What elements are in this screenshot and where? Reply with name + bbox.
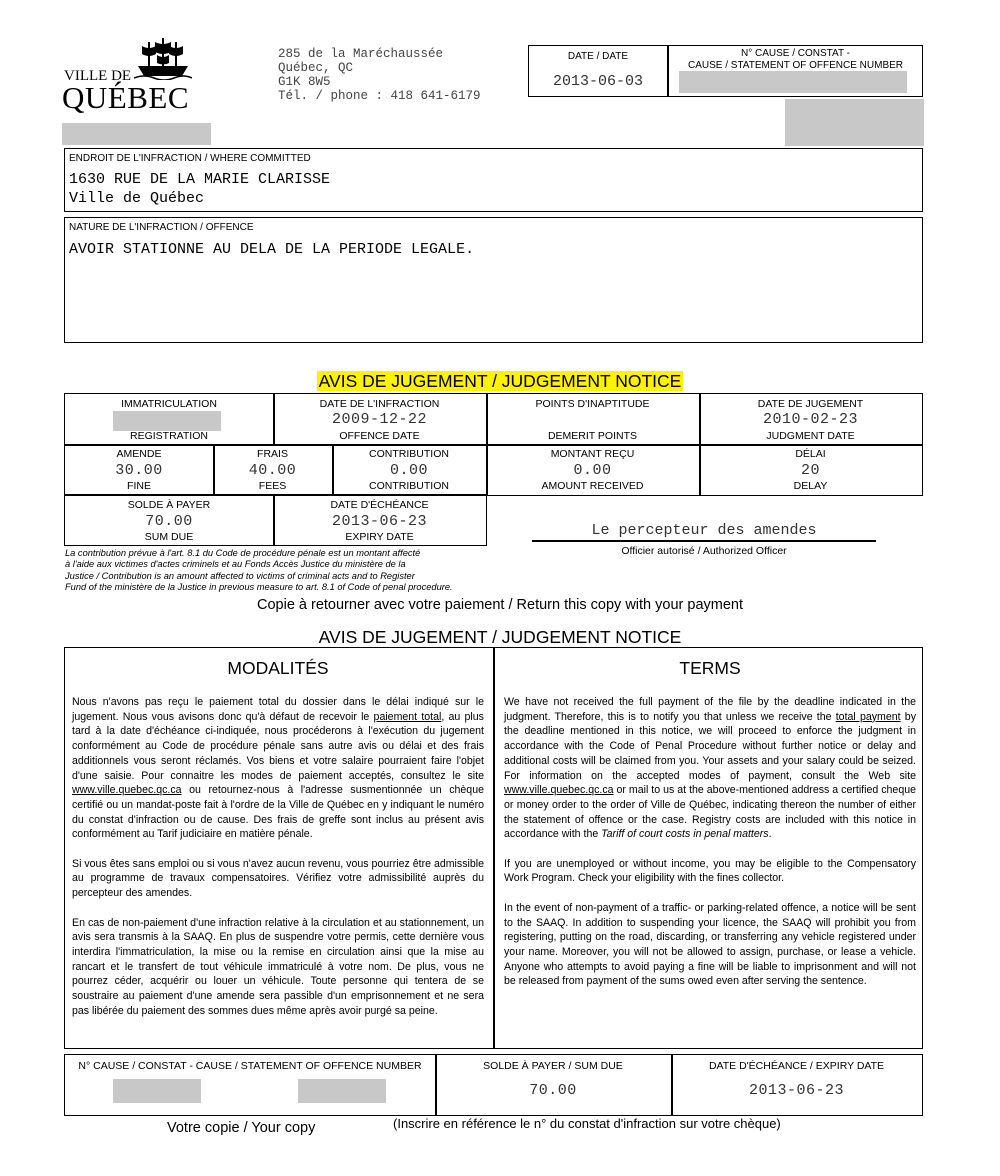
notice-title	[0, 371, 1000, 392]
cause-label	[669, 48, 922, 72]
registration-label-en: REGISTRATION	[130, 430, 208, 442]
terms-paragraph-1	[504, 695, 916, 842]
cheque-note: (Inscrire en référence le n° du constat d'infraction sur votre chèque)	[393, 1116, 781, 1131]
where-committed-box	[64, 148, 923, 212]
contribution-cell	[332, 444, 486, 496]
collector-signature: Le percepteur des amendes	[591, 522, 817, 539]
offence-box	[64, 217, 923, 343]
stub-sum-due-label: SOLDE À PAYER / SUM DUE	[483, 1060, 623, 1072]
where-label: ENDROIT DE L'INFRACTION / WHERE COMMITTED	[69, 153, 311, 164]
offence-text: AVOIR STATIONNE AU DELA DE LA PERIODE LEGALE.	[69, 241, 475, 258]
modalites-column	[72, 658, 484, 1033]
contribution-label: CONTRIBUTION	[369, 448, 449, 460]
amount-received-value: 0.00	[573, 462, 612, 479]
city-logo	[62, 36, 192, 116]
stub-sum-due-cell	[435, 1055, 671, 1115]
fine-cell	[65, 444, 213, 496]
delay-label: DÉLAI	[795, 448, 826, 460]
stub-expiry-label: DATE D'ÉCHÉANCE / EXPIRY DATE	[708, 1060, 885, 1072]
terms-title: AVIS DE JUGEMENT / JUDGEMENT NOTICE	[318, 627, 682, 647]
sum-due-label-en: SUM DUE	[144, 531, 194, 543]
fr-p1-text: ou retournez-nous à l'adresse susmentionnée un chèque certifié ou un mandat-poste fait à l'ordre de la Ville de Québec en y indiquant le numéro du constat d'infraction ou de cause. Des frais de greffe sont inclus au présent avis conformément au Tarif judiciaire en matière pénale.	[72, 784, 484, 841]
expiry-date-label: DATE D'ÉCHÉANCE	[330, 499, 429, 511]
en-p1-text: .	[768, 828, 772, 841]
fine-label: AMENDE	[116, 448, 162, 460]
fees-value: 40.00	[248, 462, 297, 479]
ship-icon	[134, 36, 192, 80]
logo-line1: VILLE DE	[64, 68, 132, 84]
fr-total-payment: paiement total	[373, 710, 442, 723]
terms-box	[64, 647, 923, 1049]
offence-date-label: DATE DE L'INFRACTION	[319, 398, 440, 410]
sum-due-value: 70.00	[145, 513, 193, 530]
stub-cause-label: N° CAUSE / CONSTAT - CAUSE / STATEMENT OF OFFENCE NUMBER	[78, 1060, 422, 1072]
your-copy-label: Votre copie / Your copy	[167, 1120, 316, 1136]
fine-value: 30.00	[115, 462, 163, 479]
modalites-title: MODALITÉS	[227, 658, 329, 678]
logo-line2: QUÉBEC	[62, 80, 189, 115]
sum-due-cell	[65, 495, 273, 545]
registration-label: IMMATRICULATION	[121, 398, 217, 410]
address-line: G1K 8W5	[278, 75, 331, 89]
contribution-note-line: Fund of the ministère de la Justice in previous measure to art. 8.1 of Code of penal procedure.	[65, 582, 453, 593]
judgment-date-cell	[699, 394, 922, 444]
expiry-date-cell	[273, 495, 486, 545]
expiry-date-value: 2013-06-23	[331, 513, 427, 530]
fr-website-link[interactable]: www.ville.quebec.qc.ca	[72, 784, 182, 797]
delay-value: 20	[800, 462, 820, 479]
judgment-date-label: DATE DE JUGEMENT	[757, 398, 864, 410]
cause-label-line: N° CAUSE / CONSTAT -	[740, 48, 850, 59]
cause-number-redacted	[679, 71, 907, 93]
fr-p1-text: , au plus tard à la date d'échéance ci-indiquée, nous procéderons à l'exécution du jugement conformément au Code de procédure pénale sans autre avis ou délai et des frais additionnels vous seront réclamés. Vos biens et votre salaire pourraient faire l'objet d'une saisie. Pour connaitre les modes de paiement acceptés, consultez le site	[72, 710, 484, 782]
cause-label-line: CAUSE / STATEMENT OF OFFENCE NUMBER	[687, 60, 903, 71]
fees-label-en: FEES	[258, 480, 287, 492]
en-p1-text: We have not received the full payment of the file by the deadline indicated in the judgment. Therefore, this is to notify you that unless we receive the	[504, 696, 916, 723]
stub-expiry-value: 2013-06-23	[748, 1082, 844, 1099]
judgment-date-label-en: JUDGMENT DATE	[766, 430, 855, 442]
contribution-note-line: à l'aide aux victimes d'actes criminels et au Fonds Accès Justice du ministère de la	[65, 559, 406, 570]
offence-label: NATURE DE L'INFRACTION / OFFENCE	[69, 222, 254, 233]
sum-due-label: SOLDE À PAYER	[127, 499, 211, 511]
en-total-payment: total payment	[835, 710, 901, 723]
judgment-date-value: 2010-02-23	[762, 411, 858, 428]
date-value: 2013-06-03	[552, 73, 643, 90]
demerit-cell	[486, 394, 699, 444]
payment-stub	[64, 1054, 923, 1116]
offence-date-value: 2009-12-22	[331, 411, 427, 428]
offence-date-cell	[273, 394, 486, 444]
city-address	[278, 47, 481, 103]
fine-label-en: FINE	[127, 480, 151, 492]
fees-cell	[213, 444, 332, 496]
delay-label-en: DELAY	[793, 480, 828, 492]
notice-title-text: AVIS DE JUGEMENT / JUDGEMENT NOTICE	[318, 371, 682, 391]
demerit-label-en: DEMERIT POINTS	[547, 430, 638, 442]
fees-label: FRAIS	[257, 448, 288, 460]
contribution-note-line: Justice / Contribution is an amount affected to victims of criminal acts and to Register	[65, 570, 415, 581]
registration-redacted	[113, 411, 221, 431]
terms-paragraph-2: If you are unemployed or without income, you may be eligible to the Compensatory Work Program. Check your eligibility with the fines collector.	[504, 857, 916, 885]
contribution-label-en: CONTRIBUTION	[369, 480, 449, 492]
stub-cause-cell	[65, 1055, 435, 1115]
amount-received-label-en: AMOUNT RECEIVED	[541, 480, 644, 492]
modalites-paragraph-2: Si vous êtes sans emploi ou si vous n'avez aucun revenu, vous pourriez être admissible au programme de travaux compensatoires. Vérifiez votre admissibilité auprès du percepteur des amendes.	[72, 857, 484, 900]
fr-p1-text: Nous n'avons pas reçu le paiement total du dossier dans le délai indiqué sur le jugement. Nous vous avisons donc qu'à défaut de recevoir le	[72, 696, 484, 723]
en-p1-text: by the deadline mentioned in this notice, we will proceed to enforce the judgment in accordance with the Code of Penal Procedure without further notice or delay and additional costs will be claimed from you. Your assets and your salary could be seized. For information on the accepted modes of payment, consult the Web site	[504, 710, 916, 782]
modalites-paragraph-1	[72, 695, 484, 842]
authorized-officer: Officier autorisé / Authorized Officer	[621, 545, 787, 557]
stub-cause-redacted	[113, 1079, 201, 1103]
sum-due-table	[64, 494, 487, 546]
stub-sum-due-value: 70.00	[529, 1082, 577, 1099]
where-line2: Ville de Québec	[69, 190, 205, 207]
address-line: 285 de la Maréchaussée	[278, 47, 444, 61]
redacted-block	[785, 99, 924, 146]
date-label: DATE / DATE	[567, 51, 629, 62]
delay-cell	[699, 444, 922, 496]
signature-line	[532, 540, 876, 542]
amount-received-cell	[486, 444, 699, 496]
stub-cause-redacted	[298, 1079, 386, 1103]
stub-expiry-cell	[671, 1055, 922, 1115]
modalites-paragraph-3: En cas de non-paiement d'une infraction relative à la circulation et au stationnement, un avis sera transmis à la SAAQ. En plus de suspendre votre permis, cette dernière vous interdira l'immatriculation, la mise ou la remise en circulation ainsi que la mise au rancart et le transfert de tout véhicule immatriculé à votre nom. De plus, vous ne pourrez céder, acquérir ou louer un véhicule. Toute personne qui tentera de se soustraire au paiement d'une amende sera passible d'un emprisonnement et ne sera pas libérée du paiement des sommes dues même après avoir purgé sa peine.	[72, 916, 484, 1017]
redacted-block	[62, 123, 211, 145]
address-line: Québec, QC	[278, 61, 354, 75]
terms-title-en: TERMS	[679, 658, 741, 678]
contribution-value: 0.00	[389, 462, 428, 479]
where-line1: 1630 RUE DE LA MARIE CLARISSE	[69, 171, 331, 188]
en-p1-text: or mail to us at the above-mentioned address a certified cheque or money order to the order of Ville de Québec, indicating thereon the number of either the statement of offence or the case. Registry costs are included with this notice in accordance with the	[504, 784, 916, 841]
en-website-link[interactable]: www.ville.quebec.qc.ca	[504, 784, 614, 797]
terms-column	[504, 658, 916, 1004]
offence-date-label-en: OFFENCE DATE	[339, 430, 420, 442]
date-cause-box	[528, 45, 923, 97]
return-copy-note: Copie à retourner avec votre paiement / Return this copy with your payment	[257, 597, 743, 613]
address-line: Tél. / phone : 418 641-6179	[278, 89, 481, 103]
expiry-date-label-en: EXPIRY DATE	[345, 531, 414, 543]
terms-paragraph-3: In the event of non-payment of a traffic- or parking-related offence, a notice will be sent to the SAAQ. In addition to suspending your licence, the SAAQ will prohibit you from registering, putting on the road, discarding, or transferring any vehicle registered under your name. Moreover, you will not be allowed to assign, purchase, or lease a vehicle. Anyone who attempts to avoid paying a fine will be liable to imprisonment and will not be released from payment of the sums owed even after serving the sentence.	[504, 901, 916, 988]
contribution-note-line: La contribution prévue à l'art. 8.1 du Code de procédure pénale est un montant affecté	[65, 548, 421, 558]
registration-cell	[65, 394, 273, 444]
contribution-note	[65, 548, 453, 594]
judgement-table	[64, 393, 923, 496]
amount-received-label: MONTANT REÇU	[550, 448, 635, 460]
en-tariff-title: Tariff of court costs in penal matters	[601, 828, 769, 841]
demerit-label: POINTS D'INAPTITUDE	[535, 398, 650, 410]
